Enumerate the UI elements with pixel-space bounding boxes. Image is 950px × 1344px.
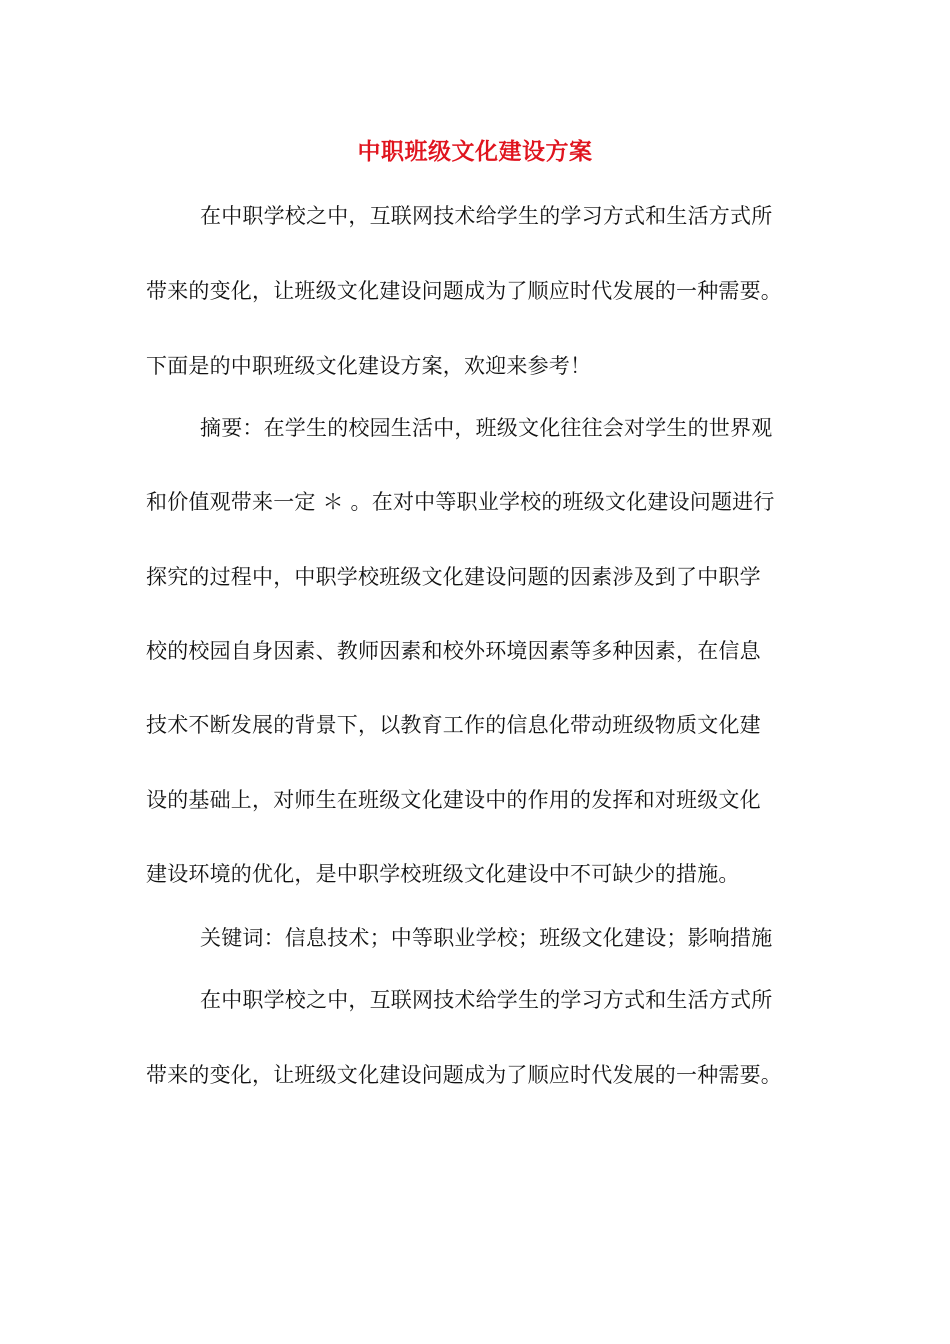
paragraph-line: 建设环境的优化，是中职学校班级文化建设中不可缺少的措施。: [146, 862, 740, 886]
paragraph-line: 在中职学校之中，互联网技术给学生的学习方式和生活方式所: [200, 988, 773, 1012]
paragraph-line: 带来的变化，让班级文化建设问题成为了顺应时代发展的一种需要。: [146, 1063, 782, 1087]
paragraph-line: 带来的变化，让班级文化建设问题成为了顺应时代发展的一种需要。: [146, 279, 782, 303]
paragraph-line: 设的基础上，对师生在班级文化建设中的作用的发挥和对班级文化: [146, 788, 761, 812]
paragraph-line: 探究的过程中，中职学校班级文化建设问题的因素涉及到了中职学: [146, 565, 761, 589]
paragraph-line: 摘要：在学生的校园生活中，班级文化往往会对学生的世界观: [200, 416, 773, 440]
paragraph-line: 和价值观带来一定 ＊ 。在对中等职业学校的班级文化建设问题进行: [146, 490, 775, 514]
keywords-line: 关键词：信息技术；中等职业学校；班级文化建设；影响措施: [200, 926, 773, 950]
document-title: 中职班级文化建设方案: [357, 138, 593, 165]
paragraph-line: 技术不断发展的背景下，以教育工作的信息化带动班级物质文化建: [146, 713, 761, 737]
paragraph-line: 下面是的中职班级文化建设方案，欢迎来参考！: [146, 354, 592, 378]
paragraph-line: 校的校园自身因素、教师因素和校外环境因素等多种因素，在信息: [146, 639, 761, 663]
paragraph-line: 在中职学校之中，互联网技术给学生的学习方式和生活方式所: [200, 204, 773, 228]
